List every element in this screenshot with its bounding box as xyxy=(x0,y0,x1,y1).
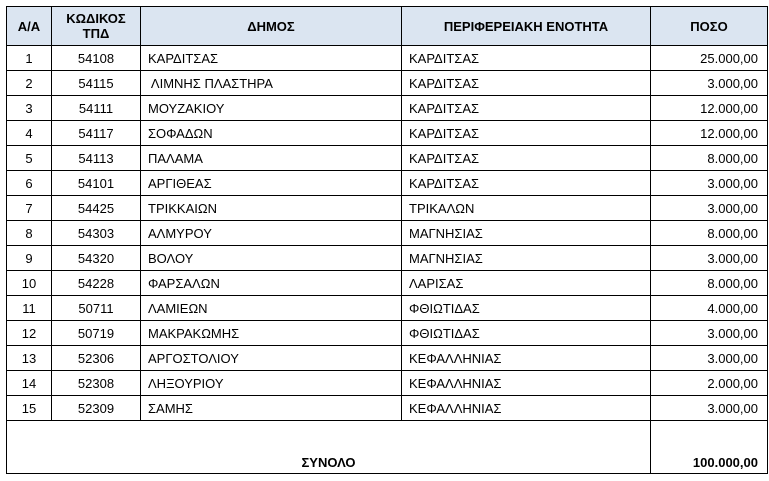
cell-amount: 3.000,00 xyxy=(651,196,768,221)
cell-aa: 7 xyxy=(7,196,52,221)
cell-aa: 12 xyxy=(7,321,52,346)
total-label: ΣΥΝΟΛΟ xyxy=(7,421,651,474)
table-row xyxy=(7,296,768,321)
cell-amount: 25.000,00 xyxy=(651,46,768,71)
table-row xyxy=(7,121,768,146)
cell-aa: 10 xyxy=(7,271,52,296)
cell-code: 54303 xyxy=(52,221,141,246)
cell-amount: 2.000,00 xyxy=(651,371,768,396)
cell-aa: 6 xyxy=(7,171,52,196)
cell-region: ΚΑΡΔΙΤΣΑΣ xyxy=(402,171,651,196)
header-amount: ΠΟΣΟ xyxy=(651,7,768,46)
cell-municipality: ΛΑΜΙΕΩΝ xyxy=(141,296,402,321)
table-row xyxy=(7,271,768,296)
cell-municipality: ΒΟΛΟΥ xyxy=(141,246,402,271)
cell-amount: 3.000,00 xyxy=(651,246,768,271)
cell-municipality: ΜΟΥΖΑΚΙΟΥ xyxy=(141,96,402,121)
cell-aa: 11 xyxy=(7,296,52,321)
cell-region: ΦΘΙΩΤΙΔΑΣ xyxy=(402,321,651,346)
header-code-line2: ΤΠΔ xyxy=(82,26,110,41)
cell-municipality: ΣΟΦΑΔΩΝ xyxy=(141,121,402,146)
cell-region: ΚΑΡΔΙΤΣΑΣ xyxy=(402,146,651,171)
cell-code: 52308 xyxy=(52,371,141,396)
cell-region: ΜΑΓΝΗΣΙΑΣ xyxy=(402,221,651,246)
cell-aa: 9 xyxy=(7,246,52,271)
table-row xyxy=(7,196,768,221)
cell-region: ΚΑΡΔΙΤΣΑΣ xyxy=(402,121,651,146)
cell-code: 54115 xyxy=(52,71,141,96)
cell-code: 54113 xyxy=(52,146,141,171)
cell-code: 54111 xyxy=(52,96,141,121)
cell-amount: 12.000,00 xyxy=(651,121,768,146)
cell-municipality: ΛΗΞΟΥΡΙΟΥ xyxy=(141,371,402,396)
cell-region: ΚΕΦΑΛΛΗΝΙΑΣ xyxy=(402,371,651,396)
cell-amount: 3.000,00 xyxy=(651,321,768,346)
cell-code: 50711 xyxy=(52,296,141,321)
table-row xyxy=(7,171,768,196)
table-body xyxy=(7,46,768,421)
cell-code: 54117 xyxy=(52,121,141,146)
table-row xyxy=(7,96,768,121)
cell-region: ΚΕΦΑΛΛΗΝΙΑΣ xyxy=(402,346,651,371)
cell-amount: 3.000,00 xyxy=(651,71,768,96)
cell-region: ΚΑΡΔΙΤΣΑΣ xyxy=(402,96,651,121)
allocation-table xyxy=(6,6,768,474)
header-code xyxy=(52,7,141,46)
table-header xyxy=(7,7,768,46)
cell-municipality: ΦΑΡΣΑΛΩΝ xyxy=(141,271,402,296)
cell-amount: 3.000,00 xyxy=(651,346,768,371)
cell-code: 54101 xyxy=(52,171,141,196)
total-row xyxy=(7,421,768,474)
cell-region: ΚΕΦΑΛΛΗΝΙΑΣ xyxy=(402,396,651,421)
cell-amount: 8.000,00 xyxy=(651,221,768,246)
cell-municipality: ΜΑΚΡΑΚΩΜΗΣ xyxy=(141,321,402,346)
table-row xyxy=(7,396,768,421)
cell-aa: 13 xyxy=(7,346,52,371)
total-amount: 100.000,00 xyxy=(651,421,768,474)
cell-municipality: ΤΡΙΚΚΑΙΩΝ xyxy=(141,196,402,221)
cell-region: ΦΘΙΩΤΙΔΑΣ xyxy=(402,296,651,321)
cell-aa: 14 xyxy=(7,371,52,396)
cell-aa: 3 xyxy=(7,96,52,121)
cell-amount: 3.000,00 xyxy=(651,396,768,421)
table-row xyxy=(7,146,768,171)
table-footer xyxy=(7,421,768,474)
cell-amount: 8.000,00 xyxy=(651,146,768,171)
header-region: ΠΕΡΙΦΕΡΕΙΑΚΗ ΕΝΟΤΗΤΑ xyxy=(402,7,651,46)
table-row xyxy=(7,71,768,96)
cell-municipality: ΚΑΡΔΙΤΣΑΣ xyxy=(141,46,402,71)
cell-code: 52309 xyxy=(52,396,141,421)
cell-aa: 15 xyxy=(7,396,52,421)
cell-code: 54228 xyxy=(52,271,141,296)
cell-municipality: ΑΛΜΥΡΟΥ xyxy=(141,221,402,246)
cell-code: 54320 xyxy=(52,246,141,271)
header-municipality: ΔΗΜΟΣ xyxy=(141,7,402,46)
cell-municipality: ΑΡΓΙΘΕΑΣ xyxy=(141,171,402,196)
cell-amount: 3.000,00 xyxy=(651,171,768,196)
header-aa: Α/Α xyxy=(7,7,52,46)
cell-aa: 4 xyxy=(7,121,52,146)
table-row xyxy=(7,371,768,396)
cell-municipality: ΠΑΛΑΜΑ xyxy=(141,146,402,171)
cell-region: ΤΡΙΚΑΛΩΝ xyxy=(402,196,651,221)
cell-region: ΚΑΡΔΙΤΣΑΣ xyxy=(402,46,651,71)
cell-municipality: ΣΑΜΗΣ xyxy=(141,396,402,421)
cell-municipality: ΛΙΜΝΗΣ ΠΛΑΣΤΗΡΑ xyxy=(141,71,402,96)
cell-aa: 2 xyxy=(7,71,52,96)
cell-code: 50719 xyxy=(52,321,141,346)
header-code-line1: ΚΩΔΙΚΟΣ xyxy=(66,11,126,26)
cell-region: ΜΑΓΝΗΣΙΑΣ xyxy=(402,246,651,271)
table-row xyxy=(7,346,768,371)
cell-aa: 5 xyxy=(7,146,52,171)
table-row xyxy=(7,46,768,71)
cell-municipality: ΑΡΓΟΣΤΟΛΙΟΥ xyxy=(141,346,402,371)
cell-aa: 8 xyxy=(7,221,52,246)
cell-region: ΚΑΡΔΙΤΣΑΣ xyxy=(402,71,651,96)
cell-amount: 4.000,00 xyxy=(651,296,768,321)
cell-code: 52306 xyxy=(52,346,141,371)
cell-code: 54425 xyxy=(52,196,141,221)
table-row xyxy=(7,246,768,271)
cell-region: ΛΑΡΙΣΑΣ xyxy=(402,271,651,296)
table-row xyxy=(7,221,768,246)
table-row xyxy=(7,321,768,346)
cell-amount: 12.000,00 xyxy=(651,96,768,121)
header-row xyxy=(7,7,768,46)
cell-code: 54108 xyxy=(52,46,141,71)
cell-aa: 1 xyxy=(7,46,52,71)
cell-amount: 8.000,00 xyxy=(651,271,768,296)
